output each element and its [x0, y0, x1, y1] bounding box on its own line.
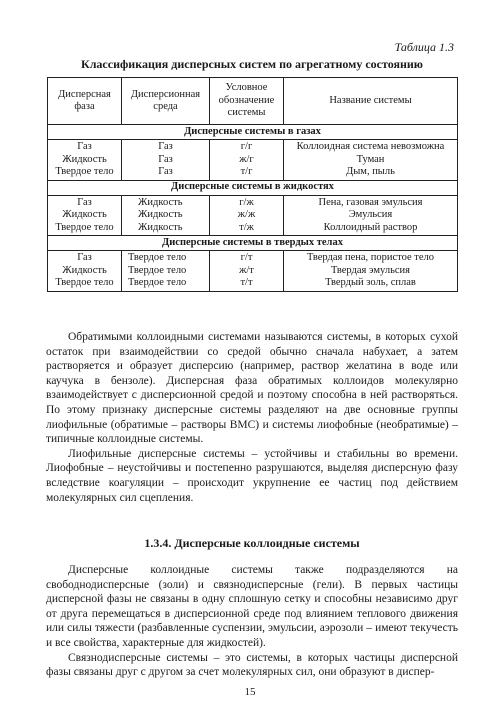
cell-phase	[48, 251, 122, 292]
section-heading: 1.3.4. Дисперсные коллоидные системы	[144, 536, 360, 550]
paragraph: Дисперсные коллоидные системы также подразделяются на свободнодисперсные (золи) и связнодисперсные (гели). В первых частицы дисперсной фазы не связаны в одну сплошную сетку и способны независимо друг от друга перемещаться в дисперсионной среде под влиянием теплового движения или силы тяжести (разбавленные суспензии, эмульсии, аэрозоли – имеют текучесть и все свойства, характерные для жидкостей).	[46, 564, 458, 649]
table-cell: Жидкость	[62, 264, 107, 276]
table-cell: Жидкость	[62, 153, 107, 165]
table-cell: Жидкость	[138, 196, 183, 208]
paragraph: Лиофильные дисперсные системы – устойчивы и стабильны во времени. Лиофобные – неустойчивы и постепенно разрушаются, выделяя дисперсную фазу вследствие коагуляции – происходит укрупнение ее частиц под действием молекулярных сил сцепления.	[46, 447, 458, 504]
paragraph: Обратимыми коллоидными системами называются системы, в которых сухой остаток при взаимодействии со средой обычно сначала набухает, а затем растворяется и образует дисперсию (например, раствор желатина в воде или каучука в бензоле). Дисперсная фаза обратимых коллоидов молекулярно взаимодействует с дисперсионной средой и поэтому способна в ней растворяться. По этому признаку дисперсные системы разделяют на две основные группы лиофильные (обратимые – растворы ВМС) и системы лиофобные (необратимые) – типичные коллоидные системы.	[46, 331, 458, 446]
cell-notation	[210, 195, 284, 236]
cell-notation	[210, 140, 284, 181]
table-cell: Эмульсия	[348, 209, 393, 220]
table-row-group	[48, 140, 458, 181]
table-section-header	[48, 236, 458, 251]
table-cell: Твердое тело	[55, 221, 114, 233]
cell-medium	[122, 195, 210, 236]
table-cell: Твердое тело	[128, 277, 187, 288]
table-cell: ж/г	[239, 153, 254, 165]
table-cell: Газ	[77, 196, 92, 208]
table-cell: Пена, газовая эмульсия	[318, 196, 423, 208]
table-cell: Жидкость	[138, 209, 183, 220]
table-cell: Газ	[158, 153, 173, 165]
table-cell: Жидкость	[138, 221, 183, 233]
table-title: Классификация дисперсных систем по агрегатному состоянию	[81, 57, 423, 71]
table-cell: Твердое тело	[55, 166, 114, 177]
paragraph: Связнодисперсные системы – это системы, в которых частицы дисперсной фазы связаны друг с другом за счет молекулярных сил, они образуют в диспер-	[46, 651, 458, 679]
table-cell: Туман	[356, 153, 385, 165]
classification-table	[47, 77, 458, 292]
table-cell: г/ж	[239, 196, 254, 208]
cell-notation	[210, 251, 284, 292]
cell-name	[284, 195, 458, 236]
table-cell: Коллоидный раствор	[323, 221, 418, 233]
table-cell: Газ	[77, 141, 92, 152]
section-title-solids: Дисперсные системы в твердых телах	[48, 236, 458, 251]
section-title-liquids: Дисперсные системы в жидкостях	[48, 180, 458, 195]
table-cell: Твердое тело	[55, 277, 114, 288]
table-cell: Коллоидная система невозможна	[296, 141, 445, 152]
table-row-group	[48, 195, 458, 236]
table-section-header	[48, 125, 458, 140]
table-cell: ж/ж	[237, 209, 256, 220]
cell-name	[284, 140, 458, 181]
table-section-header	[48, 180, 458, 195]
header-notation: Условное обозначение системы	[210, 78, 284, 125]
table-row-group	[48, 251, 458, 292]
table-cell: г/г	[240, 141, 253, 152]
body-text-top	[46, 330, 458, 505]
table-cell: Твердая пена, пористое тело	[306, 252, 435, 263]
table-cell: Твердая эмульсия	[330, 264, 410, 276]
table-cell: Газ	[77, 252, 92, 263]
table-cell: т/ж	[239, 221, 254, 233]
header-system-name: Название системы	[284, 78, 458, 125]
cell-medium	[122, 251, 210, 292]
table-cell: т/т	[240, 277, 253, 288]
section-title-gases: Дисперсные системы в газах	[48, 125, 458, 140]
table-cell: Газ	[158, 141, 173, 152]
table-cell: г/т	[240, 252, 253, 263]
table-cell: ж/т	[239, 264, 254, 276]
header-dispersion-medium: Дисперсионная среда	[122, 78, 210, 125]
table-cell: Твердое тело	[128, 252, 187, 263]
cell-name	[284, 251, 458, 292]
page-number: 15	[244, 686, 256, 698]
cell-medium	[122, 140, 210, 181]
cell-phase	[48, 140, 122, 181]
table-header-row	[48, 78, 458, 125]
table-cell: т/г	[240, 166, 253, 177]
table-caption: Таблица 1.3	[394, 40, 454, 54]
table-cell: Дым, пыль	[346, 166, 395, 177]
header-dispersed-phase: Дисперсная фаза	[48, 78, 122, 125]
body-text-bottom	[46, 563, 458, 680]
table-cell: Жидкость	[62, 209, 107, 220]
cell-phase	[48, 195, 122, 236]
table-cell: Твердый золь, сплав	[325, 277, 416, 288]
table-cell: Газ	[158, 166, 173, 177]
table-cell: Твердое тело	[128, 264, 187, 276]
